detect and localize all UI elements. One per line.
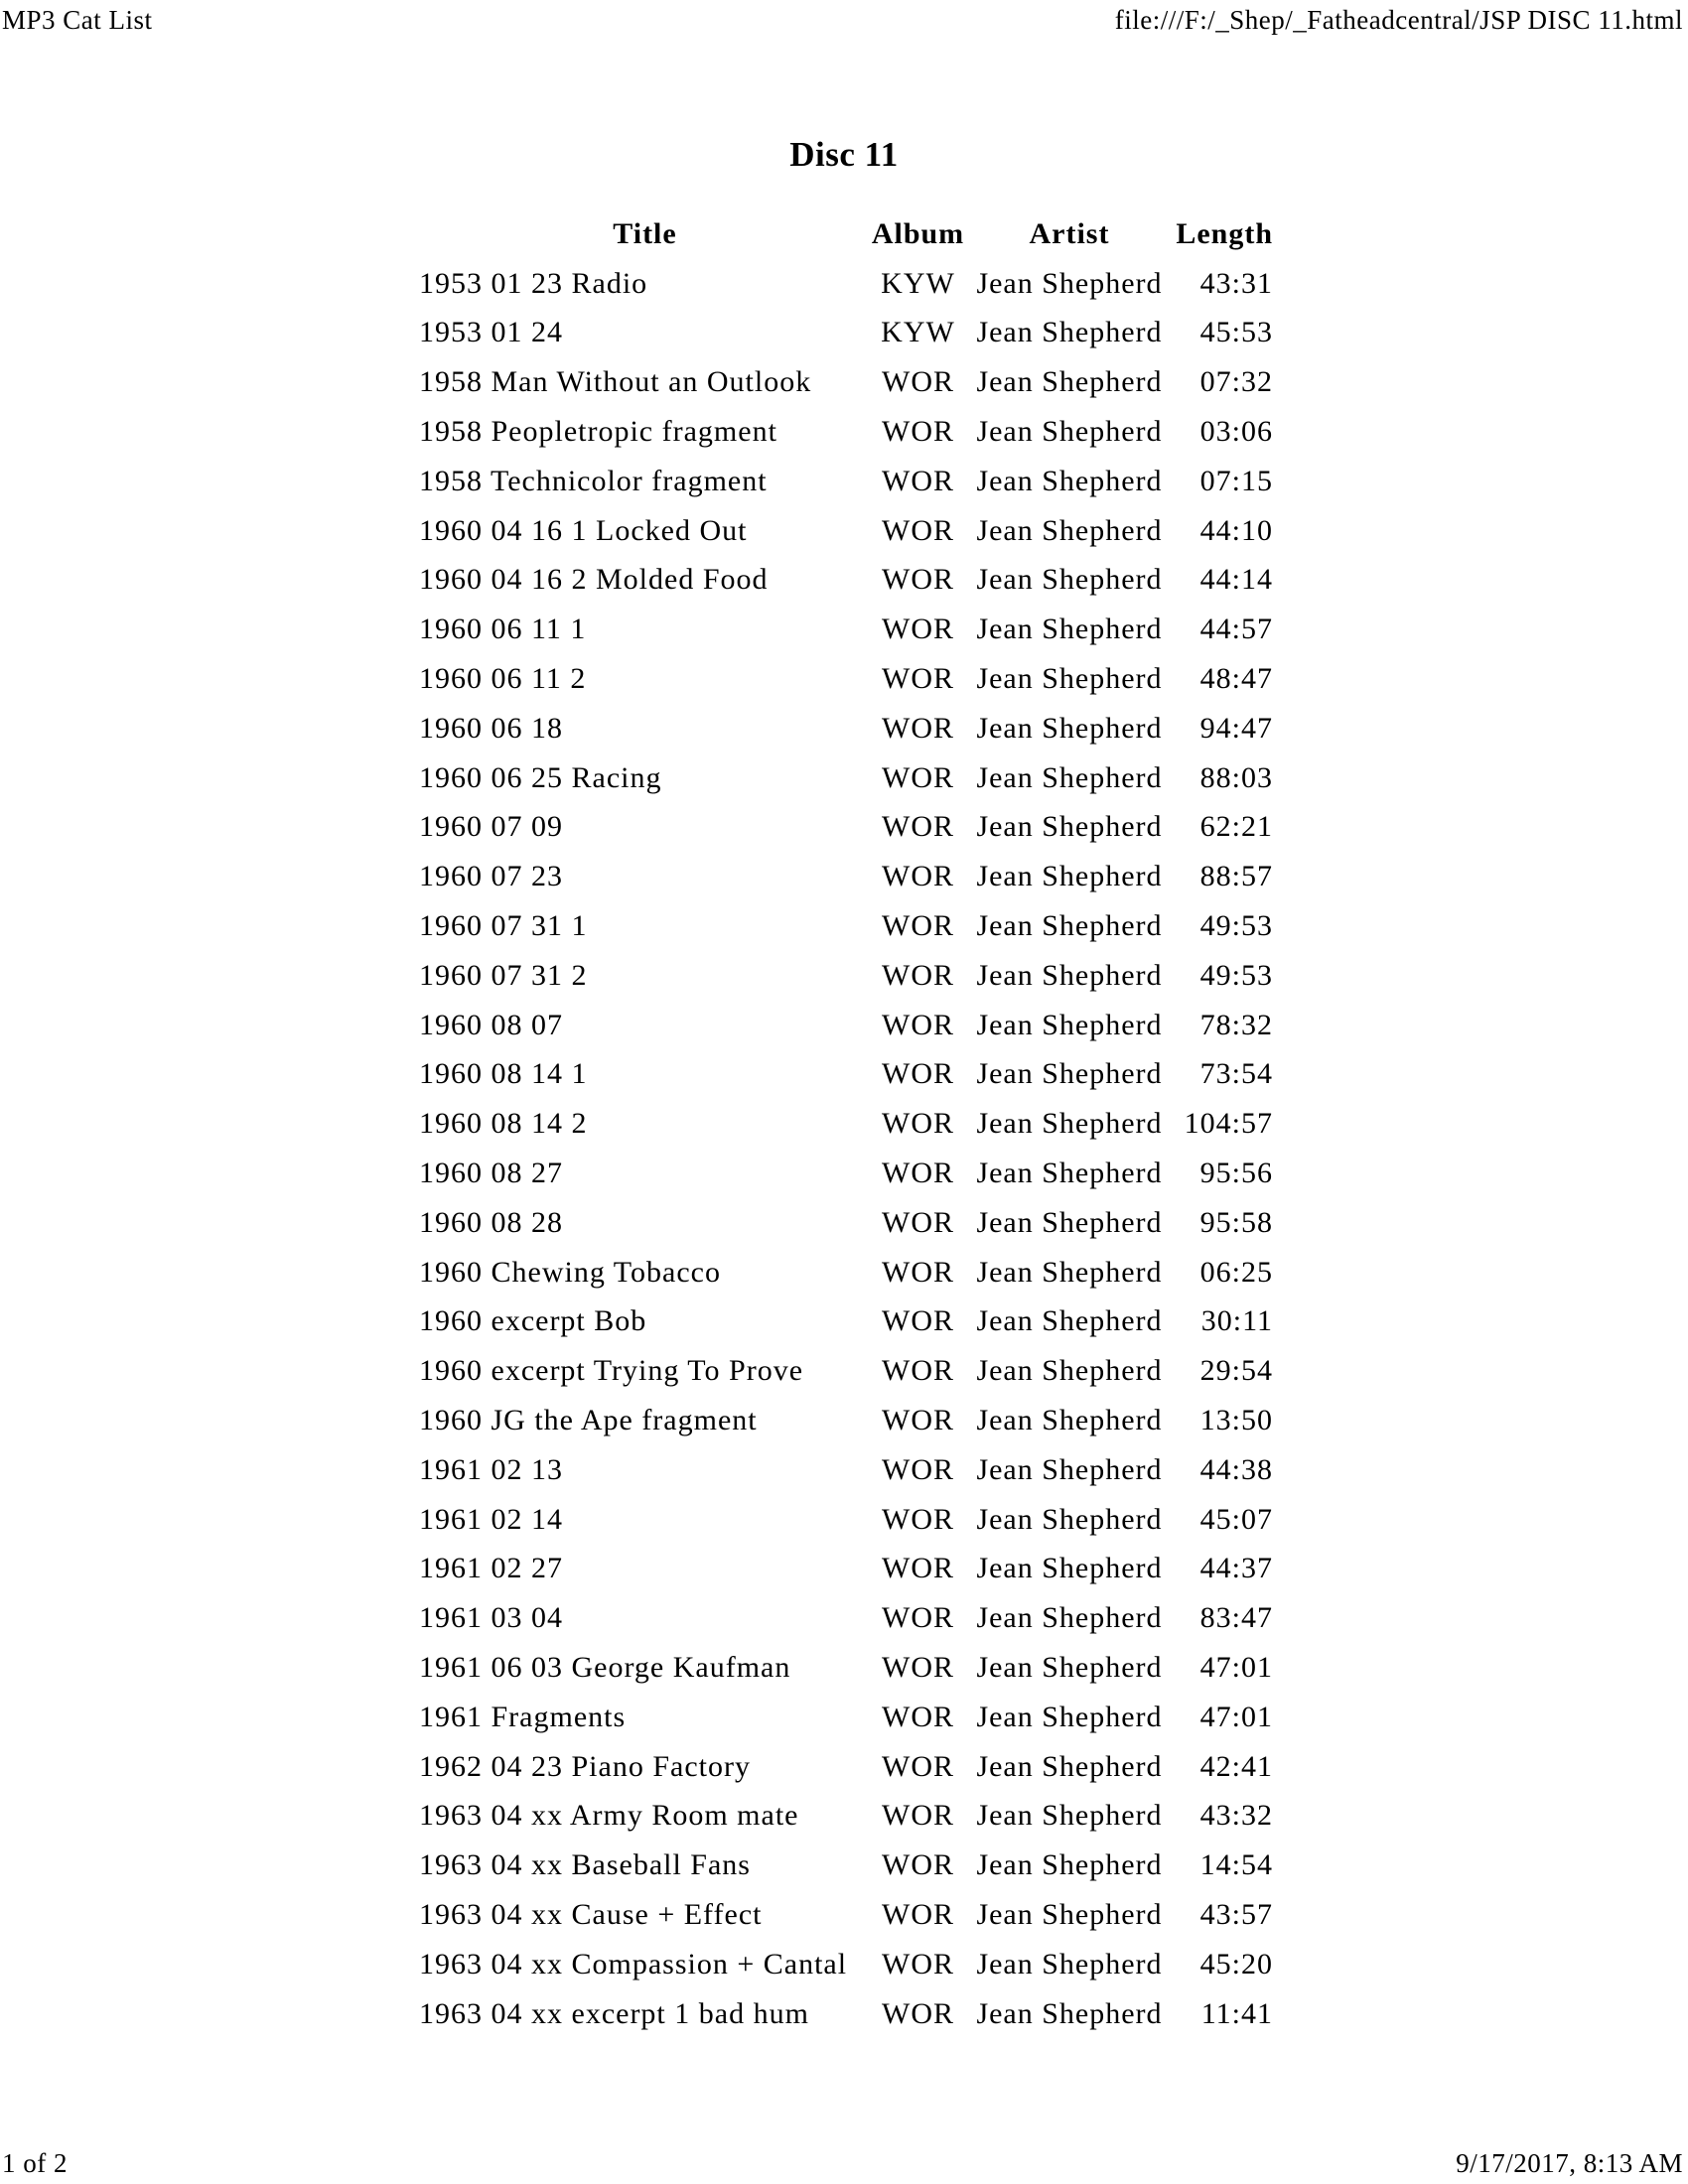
track-artist-cell: Jean Shepherd xyxy=(976,1848,1163,1882)
print-timestamp: 9/17/2017, 8:13 AM xyxy=(1456,2148,1683,2178)
track-length-cell: 44:14 xyxy=(1199,563,1273,597)
track-length-cell: 43:31 xyxy=(1199,266,1273,300)
track-album-cell: WOR xyxy=(882,1452,954,1486)
track-title-cell: 1963 04 xx Compassion + Cantal xyxy=(419,1947,848,1980)
track-artist-cell: Jean Shepherd xyxy=(976,1651,1163,1684)
print-header xyxy=(2,6,1683,36)
track-artist-cell: Jean Shepherd xyxy=(976,1601,1163,1635)
track-artist-cell: Jean Shepherd xyxy=(976,958,1163,992)
track-album-cell: WOR xyxy=(882,1502,954,1536)
track-length-cell: 43:57 xyxy=(1199,1897,1273,1931)
track-artist-cell: Jean Shepherd xyxy=(976,1799,1163,1833)
track-album-cell: WOR xyxy=(882,1996,954,2030)
track-album-cell: WOR xyxy=(882,1799,954,1833)
table-row xyxy=(419,654,1273,704)
track-length-cell: 30:11 xyxy=(1200,1304,1273,1338)
table-row xyxy=(419,1248,1273,1297)
track-length-cell: 11:41 xyxy=(1200,1996,1273,2030)
track-album-cell: WOR xyxy=(882,1897,954,1931)
table-row xyxy=(419,357,1273,407)
table-row xyxy=(419,1890,1273,1940)
track-length-cell: 88:03 xyxy=(1199,760,1273,794)
track-album-cell: WOR xyxy=(882,1157,954,1190)
track-title-cell: 1960 08 14 1 xyxy=(419,1057,588,1091)
track-title-cell: 1958 Technicolor fragment xyxy=(419,464,768,497)
track-title-cell: 1958 Man Without an Outlook xyxy=(419,365,812,399)
track-album-cell: WOR xyxy=(882,1601,954,1635)
track-album-cell: WOR xyxy=(882,909,954,943)
track-artist-cell: Jean Shepherd xyxy=(976,1502,1163,1536)
track-length-cell: 49:53 xyxy=(1199,958,1273,992)
track-artist-cell: Jean Shepherd xyxy=(976,810,1163,844)
track-length-cell: 49:53 xyxy=(1199,909,1273,943)
track-title-cell: 1953 01 24 xyxy=(419,316,563,349)
track-artist-cell: Jean Shepherd xyxy=(976,760,1163,794)
track-length-cell: 48:47 xyxy=(1199,662,1273,696)
table-row xyxy=(419,1989,1273,2039)
track-artist-cell: Jean Shepherd xyxy=(976,316,1163,349)
track-album-cell: WOR xyxy=(882,711,954,745)
table-row xyxy=(419,803,1273,853)
track-length-cell: 47:01 xyxy=(1199,1700,1273,1733)
track-length-cell: 45:53 xyxy=(1199,316,1273,349)
table-row xyxy=(419,704,1273,753)
table-row xyxy=(419,309,1273,358)
page-number: 1 of 2 xyxy=(2,2148,68,2178)
track-title-cell: 1960 06 25 Racing xyxy=(419,760,662,794)
track-length-cell: 13:50 xyxy=(1199,1404,1273,1437)
track-table xyxy=(419,209,1273,2038)
table-row xyxy=(419,1346,1273,1396)
table-row xyxy=(419,1545,1273,1594)
track-length-cell: 94:47 xyxy=(1199,711,1273,745)
track-length-cell: 95:58 xyxy=(1199,1205,1273,1239)
table-row xyxy=(419,1593,1273,1643)
column-header-artist: Artist xyxy=(1029,216,1110,250)
table-row xyxy=(419,556,1273,606)
track-length-cell: 104:57 xyxy=(1184,1107,1273,1141)
column-header-album: Album xyxy=(871,216,965,250)
track-title-cell: 1961 06 03 George Kaufman xyxy=(419,1651,791,1684)
table-header-row xyxy=(419,209,1273,259)
track-artist-cell: Jean Shepherd xyxy=(976,415,1163,449)
track-album-cell: WOR xyxy=(882,1008,954,1041)
table-row xyxy=(419,1297,1273,1347)
track-length-cell: 06:25 xyxy=(1199,1255,1273,1289)
track-album-cell: WOR xyxy=(882,760,954,794)
track-album-cell: WOR xyxy=(882,662,954,696)
column-header-length: Length xyxy=(1176,216,1273,250)
track-album-cell: WOR xyxy=(882,1354,954,1388)
track-length-cell: 42:41 xyxy=(1199,1749,1273,1783)
track-length-cell: 07:15 xyxy=(1199,464,1273,497)
track-artist-cell: Jean Shepherd xyxy=(976,1354,1163,1388)
track-title-cell: 1960 JG the Ape fragment xyxy=(419,1404,758,1437)
table-row xyxy=(419,1099,1273,1149)
track-title-cell: 1960 06 11 2 xyxy=(419,662,587,696)
track-length-cell: 43:32 xyxy=(1199,1799,1273,1833)
track-length-cell: 29:54 xyxy=(1199,1354,1273,1388)
track-artist-cell: Jean Shepherd xyxy=(976,464,1163,497)
track-album-cell: WOR xyxy=(882,1552,954,1585)
track-album-cell: WOR xyxy=(882,563,954,597)
track-album-cell: WOR xyxy=(882,958,954,992)
track-artist-cell: Jean Shepherd xyxy=(976,1947,1163,1980)
table-row xyxy=(419,506,1273,556)
track-album-cell: WOR xyxy=(882,1947,954,1980)
track-artist-cell: Jean Shepherd xyxy=(976,365,1163,399)
track-title-cell: 1960 excerpt Bob xyxy=(419,1304,647,1338)
track-album-cell: WOR xyxy=(882,464,954,497)
track-title-cell: 1960 07 31 1 xyxy=(419,909,588,943)
track-artist-cell: Jean Shepherd xyxy=(976,860,1163,893)
track-album-cell: WOR xyxy=(882,1255,954,1289)
track-title-cell: 1960 07 31 2 xyxy=(419,958,588,992)
track-album-cell: KYW xyxy=(881,316,955,349)
print-footer xyxy=(2,2150,1683,2177)
table-row xyxy=(419,1396,1273,1445)
table-row xyxy=(419,1693,1273,1742)
track-title-cell: 1963 04 xx excerpt 1 bad hum xyxy=(419,1996,809,2030)
track-title-cell: 1960 04 16 1 Locked Out xyxy=(419,513,748,547)
track-title-cell: 1962 04 23 Piano Factory xyxy=(419,1749,751,1783)
table-row xyxy=(419,1445,1273,1495)
track-length-cell: 95:56 xyxy=(1199,1157,1273,1190)
table-row xyxy=(419,1050,1273,1100)
table-row xyxy=(419,1001,1273,1050)
track-length-cell: 44:37 xyxy=(1199,1552,1273,1585)
track-album-cell: WOR xyxy=(882,1651,954,1684)
track-title-cell: 1953 01 23 Radio xyxy=(419,266,648,300)
track-length-cell: 73:54 xyxy=(1199,1057,1273,1091)
track-length-cell: 62:21 xyxy=(1199,810,1273,844)
table-row xyxy=(419,1841,1273,1890)
track-title-cell: 1963 04 xx Cause + Effect xyxy=(419,1897,763,1931)
track-length-cell: 03:06 xyxy=(1199,415,1273,449)
track-length-cell: 44:10 xyxy=(1199,513,1273,547)
track-artist-cell: Jean Shepherd xyxy=(976,563,1163,597)
table-row xyxy=(419,1495,1273,1545)
track-album-cell: WOR xyxy=(882,1304,954,1338)
table-row xyxy=(419,259,1273,309)
track-artist-cell: Jean Shepherd xyxy=(976,1304,1163,1338)
track-artist-cell: Jean Shepherd xyxy=(976,1107,1163,1141)
track-title-cell: 1961 Fragments xyxy=(419,1700,627,1733)
track-title-cell: 1958 Peopletropic fragment xyxy=(419,415,777,449)
track-album-cell: KYW xyxy=(881,266,955,300)
track-length-cell: 83:47 xyxy=(1199,1601,1273,1635)
table-row xyxy=(419,901,1273,951)
track-artist-cell: Jean Shepherd xyxy=(976,662,1163,696)
track-album-cell: WOR xyxy=(882,1404,954,1437)
track-title-cell: 1960 Chewing Tobacco xyxy=(419,1255,721,1289)
track-artist-cell: Jean Shepherd xyxy=(976,1996,1163,2030)
track-artist-cell: Jean Shepherd xyxy=(976,1255,1163,1289)
track-album-cell: WOR xyxy=(882,810,954,844)
track-artist-cell: Jean Shepherd xyxy=(976,1749,1163,1783)
track-title-cell: 1963 04 xx Army Room mate xyxy=(419,1799,799,1833)
track-title-cell: 1960 excerpt Trying To Prove xyxy=(419,1354,804,1388)
track-title-cell: 1960 08 14 2 xyxy=(419,1107,588,1141)
table-row xyxy=(419,1940,1273,1989)
track-album-cell: WOR xyxy=(882,513,954,547)
track-length-cell: 44:38 xyxy=(1199,1452,1273,1486)
table-row xyxy=(419,1742,1273,1792)
track-album-cell: WOR xyxy=(882,415,954,449)
table-row xyxy=(419,1792,1273,1842)
track-artist-cell: Jean Shepherd xyxy=(976,1897,1163,1931)
table-row xyxy=(419,753,1273,803)
table-row xyxy=(419,1149,1273,1198)
document-title: MP3 Cat List xyxy=(2,5,153,35)
table-row xyxy=(419,852,1273,901)
page-title: Disc 11 xyxy=(789,135,899,174)
track-artist-cell: Jean Shepherd xyxy=(976,1157,1163,1190)
track-artist-cell: Jean Shepherd xyxy=(976,909,1163,943)
track-title-cell: 1960 06 18 xyxy=(419,711,563,745)
track-title-cell: 1963 04 xx Baseball Fans xyxy=(419,1848,751,1882)
track-artist-cell: Jean Shepherd xyxy=(976,1452,1163,1486)
track-artist-cell: Jean Shepherd xyxy=(976,1404,1163,1437)
track-album-cell: WOR xyxy=(882,1057,954,1091)
track-artist-cell: Jean Shepherd xyxy=(976,1205,1163,1239)
track-length-cell: 78:32 xyxy=(1199,1008,1273,1041)
track-length-cell: 45:20 xyxy=(1199,1947,1273,1980)
track-artist-cell: Jean Shepherd xyxy=(976,1008,1163,1041)
track-title-cell: 1960 08 28 xyxy=(419,1205,563,1239)
track-album-cell: WOR xyxy=(882,1205,954,1239)
track-length-cell: 14:54 xyxy=(1199,1848,1273,1882)
table-row xyxy=(419,1643,1273,1693)
document-url: file:///F:/_Shep/_Fatheadcentral/JSP DISC 11.html xyxy=(1114,5,1683,35)
track-artist-cell: Jean Shepherd xyxy=(976,513,1163,547)
table-row xyxy=(419,407,1273,457)
table-row xyxy=(419,457,1273,506)
track-length-cell: 44:57 xyxy=(1199,613,1273,646)
track-album-cell: WOR xyxy=(882,365,954,399)
track-title-cell: 1961 02 14 xyxy=(419,1502,563,1536)
track-album-cell: WOR xyxy=(882,1107,954,1141)
track-artist-cell: Jean Shepherd xyxy=(976,1552,1163,1585)
track-artist-cell: Jean Shepherd xyxy=(976,613,1163,646)
track-album-cell: WOR xyxy=(882,613,954,646)
column-header-title: Title xyxy=(613,216,677,250)
table-row xyxy=(419,605,1273,654)
track-length-cell: 88:57 xyxy=(1199,860,1273,893)
track-title-cell: 1960 07 09 xyxy=(419,810,563,844)
track-title-cell: 1960 06 11 1 xyxy=(419,613,587,646)
track-title-cell: 1960 08 07 xyxy=(419,1008,563,1041)
track-title-cell: 1961 02 27 xyxy=(419,1552,563,1585)
track-length-cell: 47:01 xyxy=(1199,1651,1273,1684)
track-album-cell: WOR xyxy=(882,860,954,893)
track-table-body xyxy=(419,259,1273,2039)
track-title-cell: 1961 02 13 xyxy=(419,1452,563,1486)
track-length-cell: 07:32 xyxy=(1199,365,1273,399)
track-title-cell: 1960 08 27 xyxy=(419,1157,563,1190)
track-album-cell: WOR xyxy=(882,1848,954,1882)
track-artist-cell: Jean Shepherd xyxy=(976,711,1163,745)
track-title-cell: 1960 04 16 2 Molded Food xyxy=(419,563,769,597)
track-title-cell: 1961 03 04 xyxy=(419,1601,563,1635)
track-artist-cell: Jean Shepherd xyxy=(976,1700,1163,1733)
table-row xyxy=(419,951,1273,1001)
track-album-cell: WOR xyxy=(882,1700,954,1733)
track-artist-cell: Jean Shepherd xyxy=(976,266,1163,300)
track-length-cell: 45:07 xyxy=(1199,1502,1273,1536)
track-title-cell: 1960 07 23 xyxy=(419,860,563,893)
table-row xyxy=(419,1198,1273,1248)
track-artist-cell: Jean Shepherd xyxy=(976,1057,1163,1091)
track-album-cell: WOR xyxy=(882,1749,954,1783)
